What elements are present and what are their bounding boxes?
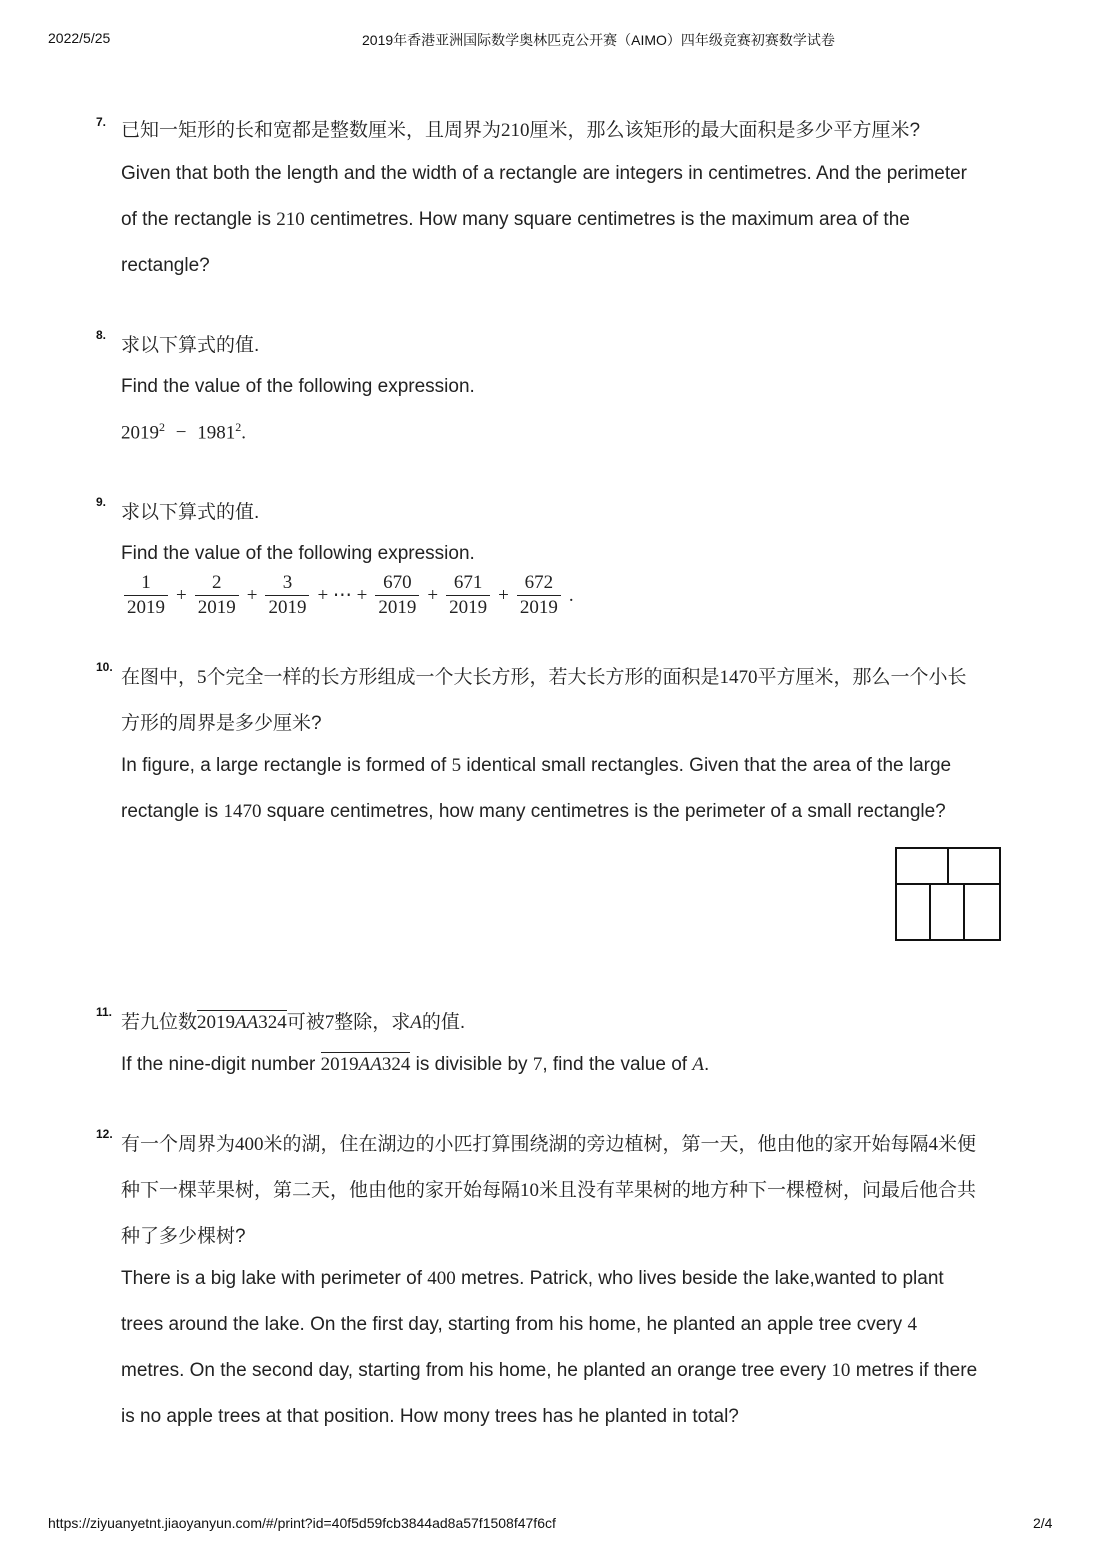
question-text-en: of the rectangle is 210 centimetres. How many square centimetres is the maximum area of the bbox=[121, 209, 910, 230]
overlined-number: 2019AA324 bbox=[320, 1054, 411, 1075]
question-text-en: Given that both the length and the width of a rectangle are integers in centimetres. And the perimeter bbox=[121, 163, 968, 184]
question-text-cn: 求以下算式的值. bbox=[121, 502, 260, 523]
question-text-en: In figure, a large rectangle is formed of 5 identical small rectangles. Given that the area of the large bbox=[121, 755, 952, 776]
question-number: 8. bbox=[96, 328, 107, 342]
math-expression: $\frac{1}{2019}$ + $\frac{2}{2019}$ + $\frac{3}{2019}$ + ⋯ + $\frac{670}{2019}$ + $\frac{671}{2019}$ + $\frac{672}{2019}$ . bbox=[121, 571, 579, 620]
question-text-en: Find the value of the following expression. bbox=[121, 543, 475, 564]
rectangle-figure bbox=[895, 847, 1003, 943]
page-number: 2/4 bbox=[1033, 1515, 1053, 1531]
question-number: 11. bbox=[96, 1005, 113, 1019]
question-text-en: rectangle? bbox=[121, 255, 210, 276]
question-number: 9. bbox=[96, 495, 107, 509]
question-text-en: If the nine-digit number 2019AA324 is divisible by 7, find the value of A. bbox=[121, 1054, 710, 1075]
question-text-cn: 求以下算式的值. bbox=[121, 335, 260, 356]
math-expression: 2019$^2$ − 1981$^2$. bbox=[121, 420, 246, 444]
fraction: $\frac{3}{2019}$ bbox=[265, 571, 309, 620]
fraction: $\frac{671}{2019}$ bbox=[446, 571, 490, 620]
question-text-cn: 若九位数2019AA324可被7整除，求A的值. bbox=[121, 1012, 466, 1033]
fraction: $\frac{2}{2019}$ bbox=[195, 571, 239, 620]
print-date: 2022/5/25 bbox=[48, 30, 111, 46]
question-number: 7. bbox=[96, 115, 107, 129]
question-text-en: rectangle is 1470 square centimetres, how many centimetres is the perimeter of a small rectangle? bbox=[121, 801, 946, 822]
page-title: 2019年香港亚洲国际数学奥林匹克公开赛（AIMO）四年级竞赛初赛数学试卷 bbox=[362, 32, 835, 48]
fraction: $\frac{672}{2019}$ bbox=[517, 571, 561, 620]
question-text-en: metres. On the second day, starting from his home, he planted an orange tree every 10 metres if there bbox=[121, 1360, 978, 1381]
question-text-en: is no apple trees at that position. How mony trees has he planted in total? bbox=[121, 1406, 739, 1427]
question-text-en: There is a big lake with perimeter of 400 metres. Patrick, who lives beside the lake,wanted to plant bbox=[121, 1268, 944, 1289]
question-text-cn: 种下一棵苹果树，第二天，他由他的家开始每隔10米且没有苹果树的地方种下一棵橙树，问最后他合共 bbox=[121, 1180, 977, 1201]
question-text-cn: 种了多少棵树? bbox=[121, 1226, 246, 1247]
question-text-en: trees around the lake. On the first day, starting from his home, he planted an apple tree cvery 4 bbox=[121, 1314, 917, 1335]
question-text-cn: 方形的周界是多少厘米? bbox=[121, 713, 322, 734]
question-text-cn: 有一个周界为400米的湖，住在湖边的小匹打算围绕湖的旁边植树，第一天，他由他的家开始每隔4米便 bbox=[121, 1134, 977, 1155]
question-text-cn: 已知一矩形的长和宽都是整数厘米，且周界为210厘米，那么该矩形的最大面积是多少平方厘米? bbox=[121, 120, 921, 141]
overlined-number: 2019AA324 bbox=[197, 1012, 287, 1033]
question-text-en: Find the value of the following expression. bbox=[121, 376, 475, 397]
fraction: $\frac{1}{2019}$ bbox=[124, 571, 168, 620]
question-number: 10. bbox=[96, 660, 113, 674]
page-url: https://ziyuanyetnt.jiaoyanyun.com/#/print?id=40f5d59fcb3844ad8a57f1508f47f6cf bbox=[48, 1515, 556, 1531]
question-number: 12. bbox=[96, 1127, 113, 1141]
question-text-cn: 在图中，5个完全一样的长方形组成一个大长方形，若大长方形的面积是1470平方厘米，那么一个小长 bbox=[121, 667, 967, 688]
fraction: $\frac{670}{2019}$ bbox=[375, 571, 419, 620]
